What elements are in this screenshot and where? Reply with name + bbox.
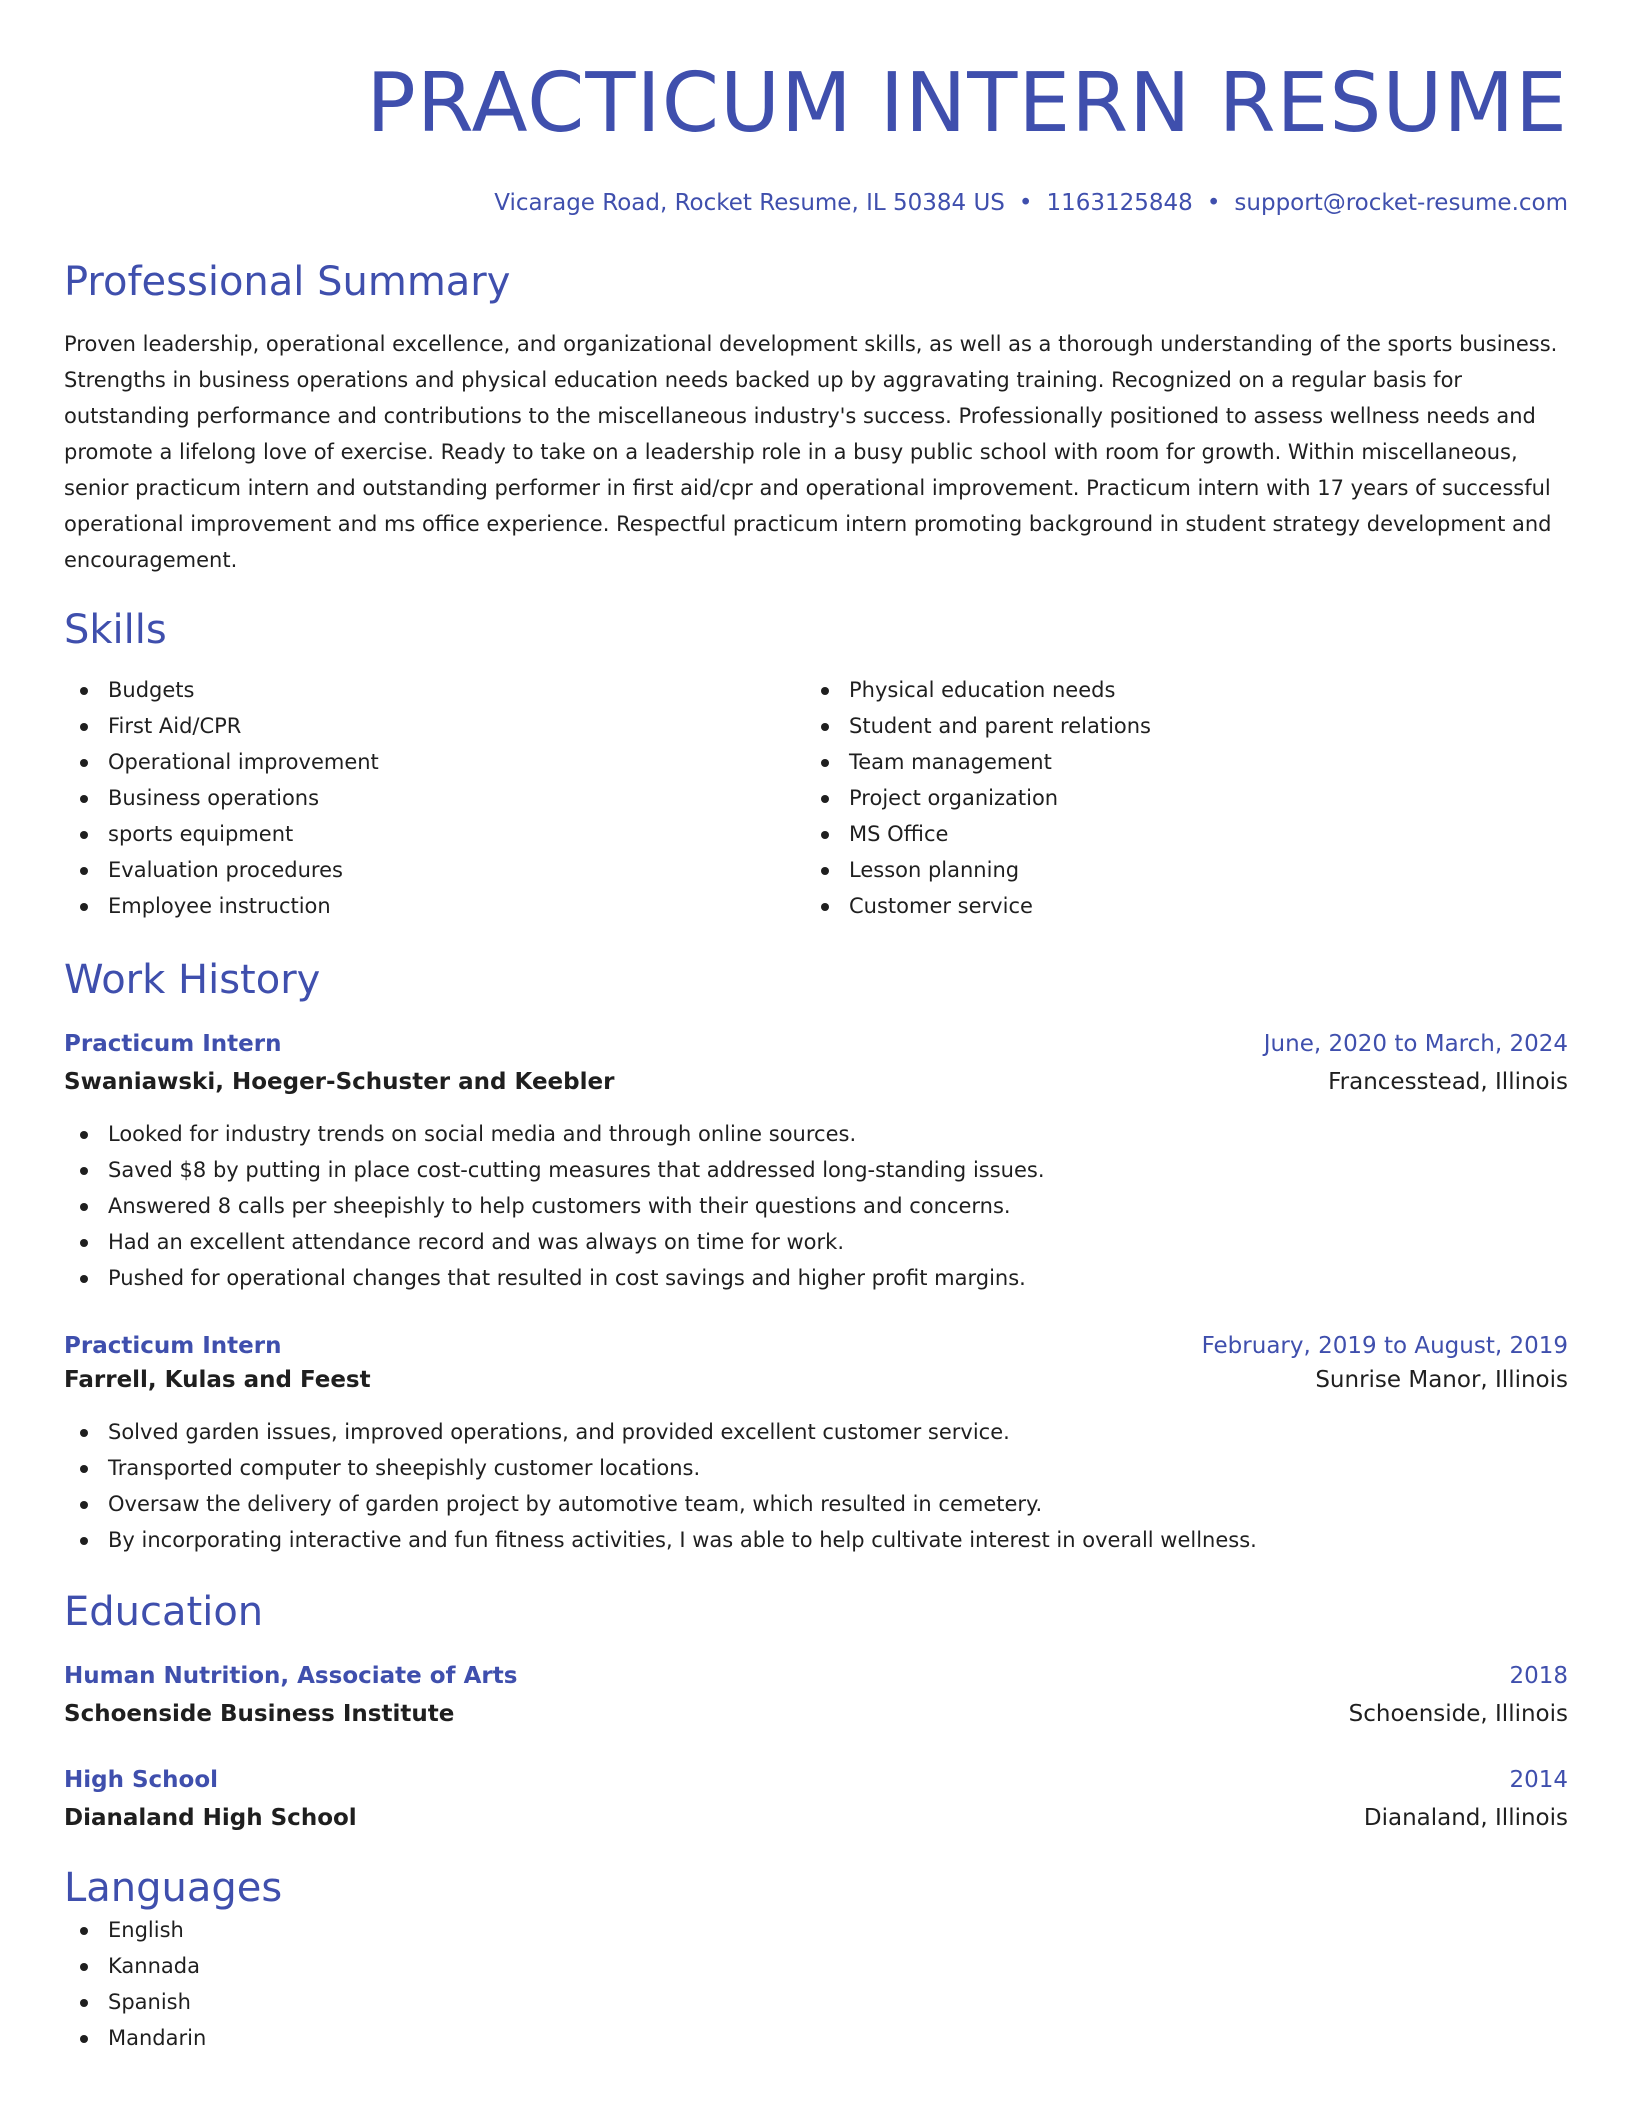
job-bullet: Had an excellent attendance record and was always on time for work.: [64, 1224, 1568, 1260]
skill-item: Evaluation procedures: [64, 852, 805, 888]
company-name: Farrell, Kulas and Feest: [64, 1367, 371, 1393]
school-name: Schoenside Business Institute: [64, 1701, 455, 1727]
degree-name: High School: [64, 1767, 219, 1793]
skills-grid: [64, 672, 1568, 924]
job-title: Practicum Intern: [64, 1333, 282, 1359]
school-location: Schoenside, Illinois: [1348, 1701, 1568, 1727]
job-bullet: Oversaw the delivery of garden project by automotive team, which resulted in cemetery.: [64, 1486, 1568, 1522]
school-name: Dianaland High School: [64, 1805, 357, 1831]
contact-separator: •: [1018, 190, 1033, 216]
skill-item: Team management: [805, 744, 1546, 780]
skill-item: Business operations: [64, 780, 805, 816]
skill-item: Employee instruction: [64, 888, 805, 924]
work-history-heading: Work History: [64, 957, 321, 1003]
job-bullets: [64, 1116, 1568, 1296]
contact-phone: 1163125848: [1046, 190, 1193, 216]
education-entry: [64, 1764, 1568, 1834]
job-dates: February, 2019 to August, 2019: [1201, 1333, 1568, 1359]
graduation-year: 2018: [1509, 1663, 1568, 1689]
summary-text: Proven leadership, operational excellence, and organizational development skills, as well as a thorough understanding of the sports business. Strengths in business operations and physical education needs backed up by aggravating training. Recognized on a regular basis for outstanding performance and contributions to the miscellaneous industry's success. Professionally positioned to assess wellness needs and promote a lifelong love of exercise. Ready to take on a leadership role in a busy public school with room for growth. Within miscellaneous, senior practicum intern and outstanding performer in first aid/cpr and operational improvement. Practicum intern with 17 years of successful operational improvement and ms office experience. Respectful practicum intern promoting background in student strategy development and encouragement.: [64, 332, 1558, 572]
skills-list-right: [805, 672, 1546, 924]
job-bullet: Solved garden issues, improved operations, and provided excellent customer service.: [64, 1414, 1568, 1450]
skill-item: Project organization: [805, 780, 1546, 816]
skills-column-right: [805, 672, 1546, 924]
skill-item: Lesson planning: [805, 852, 1546, 888]
languages-list: [64, 1912, 1568, 2056]
skill-item: Customer service: [805, 888, 1546, 924]
skills-heading: Skills: [64, 607, 167, 653]
education-entry-org: [64, 1698, 1568, 1730]
summary-heading: Professional Summary: [64, 259, 511, 305]
contact-email: support@rocket-resume.com: [1234, 190, 1568, 216]
skill-item: MS Office: [805, 816, 1546, 852]
education-entry-header: [64, 1660, 1568, 1692]
education-entry-org: [64, 1802, 1568, 1834]
resume-header: [64, 56, 1568, 218]
degree-name: Human Nutrition, Associate of Arts: [64, 1663, 518, 1689]
company-name: Swaniawski, Hoeger-Schuster and Keebler: [64, 1069, 615, 1095]
job-location: Sunrise Manor, Illinois: [1315, 1367, 1568, 1393]
skill-item: Physical education needs: [805, 672, 1546, 708]
school-location: Dianaland, Illinois: [1363, 1805, 1568, 1831]
work-entry-header: [64, 1028, 1568, 1060]
job-title: Practicum Intern: [64, 1031, 282, 1057]
job-bullet: By incorporating interactive and fun fitness activities, I was able to help cultivate interest in overall wellness.: [64, 1522, 1568, 1558]
contact-address: Vicarage Road, Rocket Resume, IL 50384 US: [494, 190, 1005, 216]
skills-list-left: [64, 672, 805, 924]
work-entry-org: [64, 1364, 1568, 1396]
language-item: English: [64, 1912, 1568, 1948]
job-bullet: Pushed for operational changes that resulted in cost savings and higher profit margins.: [64, 1260, 1568, 1296]
job-bullet: Answered 8 calls per sheepishly to help customers with their questions and concerns.: [64, 1188, 1568, 1224]
skill-item: Budgets: [64, 672, 805, 708]
education-entry-header: [64, 1764, 1568, 1796]
work-entry-header: [64, 1330, 1568, 1362]
resume-name: PRACTICUM INTERN RESUME: [366, 56, 1568, 151]
job-bullets: [64, 1414, 1568, 1558]
job-location: Francesstead, Illinois: [1328, 1069, 1568, 1095]
skill-item: sports equipment: [64, 816, 805, 852]
graduation-year: 2014: [1509, 1767, 1568, 1793]
language-item: Kannada: [64, 1948, 1568, 1984]
skill-item: First Aid/CPR: [64, 708, 805, 744]
education-heading: Education: [64, 1589, 264, 1635]
job-bullet: Saved $8 by putting in place cost-cutting measures that addressed long-standing issues.: [64, 1152, 1568, 1188]
work-entry-org: [64, 1066, 1568, 1098]
contact-separator: •: [1206, 190, 1221, 216]
education-entry: [64, 1660, 1568, 1730]
work-entry: [64, 1330, 1568, 1558]
skills-column-left: [64, 672, 805, 924]
languages-heading: Languages: [64, 1865, 283, 1911]
work-entry: [64, 1028, 1568, 1296]
language-item: Spanish: [64, 1984, 1568, 2020]
job-bullet: Looked for industry trends on social media and through online sources.: [64, 1116, 1568, 1152]
job-dates: June, 2020 to March, 2024: [1263, 1031, 1568, 1057]
skill-item: Student and parent relations: [805, 708, 1546, 744]
job-bullet: Transported computer to sheepishly customer locations.: [64, 1450, 1568, 1486]
skill-item: Operational improvement: [64, 744, 805, 780]
contact-line: [64, 188, 1568, 218]
language-item: Mandarin: [64, 2020, 1568, 2056]
